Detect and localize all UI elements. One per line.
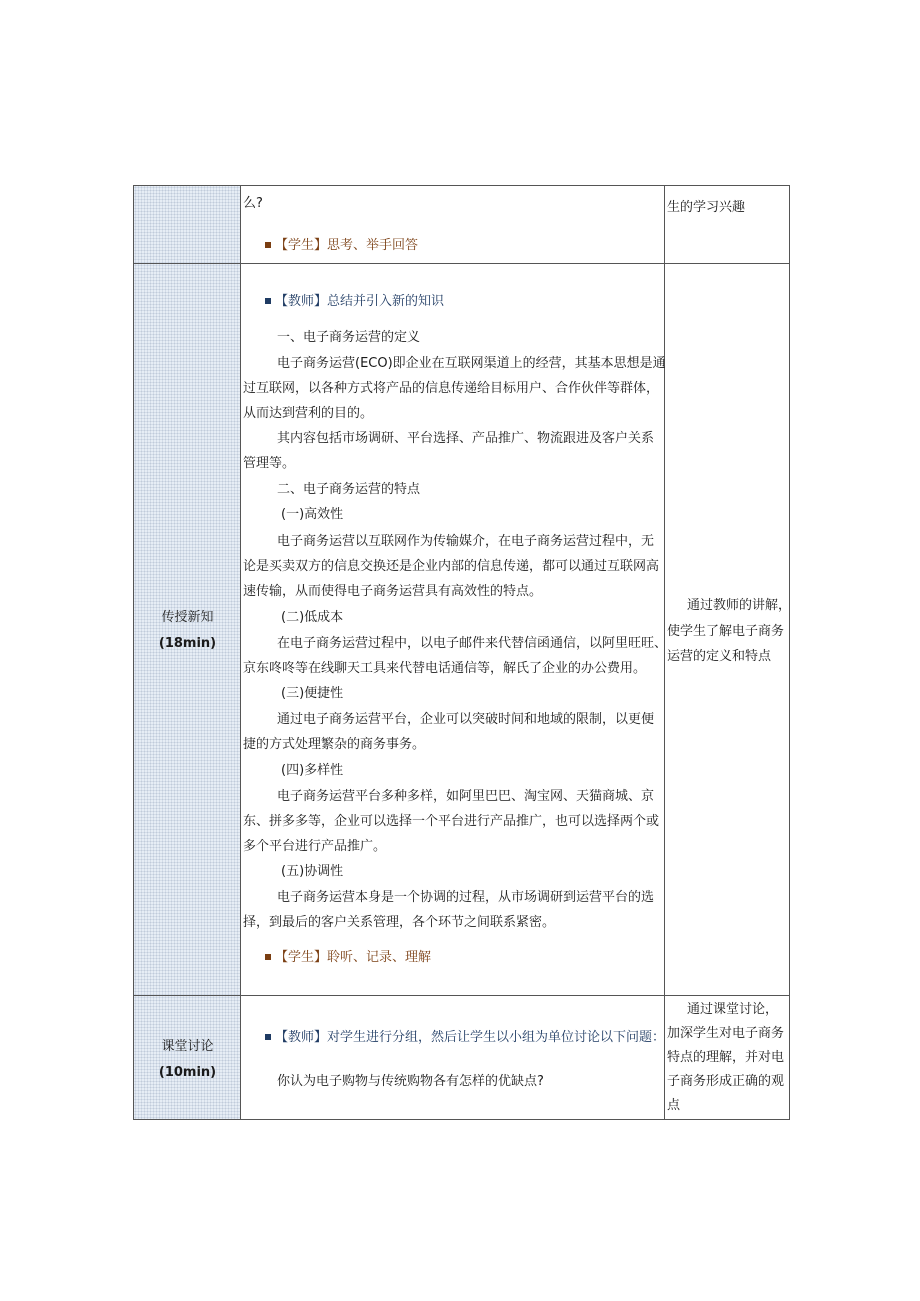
section-heading: 二、电子商务运营的特点 (277, 482, 421, 497)
table-row (134, 186, 789, 264)
square-bullet-icon (265, 954, 271, 960)
table-row (134, 996, 789, 1119)
content-cell (241, 186, 665, 263)
purpose-cell (665, 996, 789, 1119)
paragraph-line: 电子商务运营以互联网作为传输媒介，在电子商务运营过程中，无 (277, 534, 655, 549)
purpose-line: 通过课堂讨论， (687, 1002, 779, 1017)
sub-heading: (四)多样性 (281, 763, 344, 778)
sub-heading: (二)低成本 (281, 610, 344, 625)
sub-heading: (一)高效性 (281, 507, 344, 522)
square-bullet-icon (265, 1034, 271, 1040)
paragraph-line: 电子商务运营(ECO)即企业在互联网渠道上的经营，其基本思想是通 (277, 356, 666, 371)
teacher-activity (265, 1030, 665, 1046)
sub-heading: (五)协调性 (281, 864, 344, 879)
square-bullet-icon (265, 242, 271, 248)
paragraph-line: 捷的方式处理繁杂的商务事务。 (243, 737, 426, 752)
teacher-label: 【教师】 (275, 1030, 328, 1045)
teacher-text: 总结并引入新的知识 (327, 294, 445, 309)
paragraph-line: 论是买卖双方的信息交换还是企业内部的信息传递，都可以通过互联网高 (243, 559, 660, 574)
phase-title: 传授新知 (161, 610, 214, 625)
student-label: 【学生】 (275, 238, 328, 253)
paragraph-line: 过互联网，以各种方式将产品的信息传递给目标用户、合作伙伴等群体， (243, 381, 660, 396)
student-label: 【学生】 (275, 950, 328, 965)
phase-cell (134, 186, 241, 263)
content-cell (241, 264, 668, 995)
phase-duration: (10min) (158, 1065, 217, 1080)
purpose-line: 通过教师的讲解， (687, 598, 792, 613)
paragraph-line: 多个平台进行产品推广。 (243, 839, 387, 854)
teacher-text: 对学生进行分组，然后让学生以小组为单位讨论以下问题： (327, 1030, 666, 1045)
purpose-line: 点 (667, 1098, 681, 1113)
paragraph-line: 其内容包括市场调研、平台选择、产品推广、物流跟进及客户关系 (277, 431, 655, 446)
sub-heading: (三)便捷性 (281, 686, 344, 701)
phase-cell (134, 996, 241, 1119)
paragraph-line: 京东咚咚等在线聊天工具来代替电话通信等，解氏了企业的办公费用。 (243, 661, 647, 676)
purpose-line: 特点的理解，并对电 (667, 1050, 785, 1065)
paragraph-line: 速传输，从而使得电子商务运营具有高效性的特点。 (243, 584, 543, 599)
phase-title: 课堂讨论 (161, 1039, 214, 1054)
student-text: 思考、举手回答 (327, 238, 419, 253)
content-cell (241, 996, 665, 1119)
square-bullet-icon (265, 298, 271, 304)
purpose-line: 运营的定义和特点 (667, 649, 772, 664)
purpose-line: 使学生了解电子商务 (667, 624, 785, 639)
student-text: 聆听、记录、理解 (327, 950, 432, 965)
purpose-line: 加深学生对电子商务 (667, 1026, 785, 1041)
purpose-line: 子商务形成正确的观 (667, 1074, 785, 1089)
discussion-question: 你认为电子购物与传统购物各有怎样的优缺点? (277, 1074, 544, 1089)
paragraph-line: 通过电子商务运营平台，企业可以突破时间和地域的限制，以更便 (277, 712, 655, 727)
phase-cell (134, 264, 241, 995)
student-activity (265, 950, 431, 966)
paragraph-line: 电子商务运营本身是一个协调的过程，从市场调研到运营平台的选 (277, 890, 655, 905)
paragraph-line: 东、拼多多等，企业可以选择一个平台进行产品推广，也可以选择两个或 (243, 814, 660, 829)
purpose-cell (665, 186, 789, 263)
paragraph-line: 管理等。 (243, 456, 296, 471)
teacher-label: 【教师】 (275, 294, 328, 309)
phase-duration: (18min) (158, 636, 217, 651)
student-activity (265, 238, 418, 254)
lesson-plan-table (133, 185, 790, 1120)
table-row (134, 264, 792, 996)
paragraph-line: 在电子商务运营过程中，以电子邮件来代替信函通信，以阿里旺旺、 (277, 636, 668, 651)
purpose-cell (665, 264, 792, 995)
paragraph-line: 择，到最后的客户关系管理，各个环节之间联系紧密。 (243, 915, 556, 930)
paragraph-line: 电子商务运营平台多种多样，如阿里巴巴、淘宝网、天猫商城、京 (277, 789, 655, 804)
teacher-activity (265, 294, 444, 310)
section-heading: 一、电子商务运营的定义 (277, 330, 421, 345)
continued-text: 么? (243, 196, 263, 211)
paragraph-line: 从而达到营利的目的。 (243, 406, 374, 421)
purpose-text: 生的学习兴趣 (667, 200, 746, 215)
